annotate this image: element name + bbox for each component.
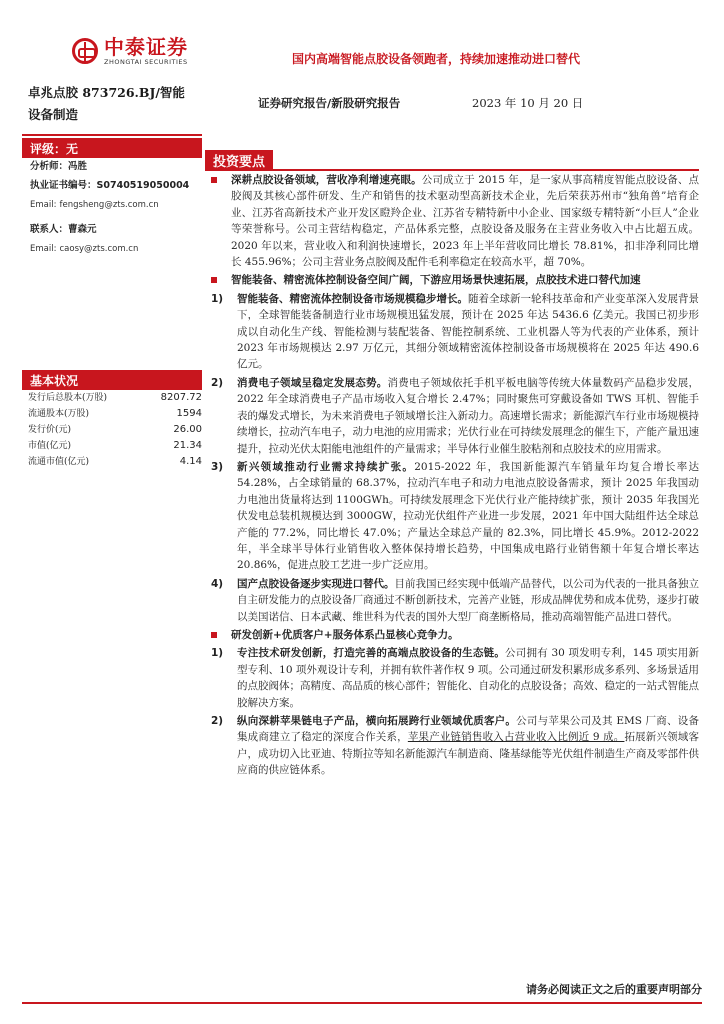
- list-item: [213, 375, 699, 457]
- analyst-label: 分析师：: [30, 161, 69, 172]
- cert-label: 执业证书编号：: [30, 180, 97, 191]
- list-item: [213, 645, 699, 711]
- item-body: 消费电子领域依托手机平板电脑等传统大体量数码产品稳步发展，2022 年全球消费电子产品市场收入复合增长 2.47%；同时聚焦可穿戴设备如 TWS 耳机、智能手表的爆发式增长，为未来消费电子领域增长注入新动力。高速增长需求；新能源汽车行业市场规模持续增长，拉动汽车电子，动力电池的应用需求；光伏行业在可持续发展理念的催生下，产能产量迅速提升，拉动光伏太阳能电池组件的产量需求；半导体行业催生胶粘剂和点胶技术的应用需求。: [237, 376, 699, 455]
- row-label: 市值(亿元): [28, 441, 72, 451]
- contact-label: 联系人：: [30, 224, 69, 235]
- item-body: 目前我国已经实现中低端产品替代，以公司为代表的一批具备独立自主研发能力的点胶设备厂商通过不断创新技术，完善产业链，形成品牌优势和成本优势，逐步打破以美国诺信、日本武藏、维世科为代表的国外大型厂商垄断格局，推动高端智能产品进口替代。: [237, 577, 699, 623]
- list-item: [213, 576, 699, 625]
- footer-divider: [22, 1002, 702, 1004]
- item-body: 公司与苹果公司及其 EMS 厂商、设备集成商建立了稳定的深度合作关系，: [237, 715, 699, 744]
- item-body: 公司拥有 30 项发明专利，145 项实用新型专利、10 项外观设计专利，并拥有软件著作权 9 项。公司通过研发积累形成多系列、多场景适用的点胶阀体；高精度、高品质的核心部件；智能化、自动化的点胶设备；高效、稳定的一站式智能点胶解决方案。: [237, 647, 700, 709]
- item-body: 2015-2022 年，我国新能源汽车销量年均复合增长率达 54.28%，占全球销量的 68.37%，拉动汽车电子和动力电池点胶设备需求，预计 2025 年我国动力电池出货量将达到 1100GWh。可持续发展理念下光伏行业产能持续扩张，预计 2035 年我国光伏发电总装机规模达到 3000GW，拉动光伏组件产业进一步发展，2021 年中国大陆组件达全球总产能的 77.2%，同比增长 47.0%；产量达全球总产量的 82.3%，同比增长 45.9%。2012-2022 年，半全球半导体行业销售收入整体保持增长趋势，中国集成电路行业销售额十年复合增长率达 20.86%，促进点胶工艺进一步广泛应用。: [237, 460, 700, 572]
- investment-highlights: [207, 166, 699, 779]
- item-number: 2): [211, 715, 224, 727]
- row-value: 8207.72: [160, 392, 202, 403]
- row-label: 发行价(元): [28, 425, 72, 435]
- bullet-paragraph: [207, 272, 699, 288]
- item-body: 拓展新兴领域客户，成功切入比亚迪、特斯拉等知名新能源汽车制造商、隆基绿能等光伏组件制造生产商及零部件供应商的供应链体系。: [237, 731, 700, 777]
- item-heading: 消费电子领域呈稳定发展态势。: [237, 376, 388, 389]
- analyst-contacts: [30, 160, 200, 261]
- basic-info-title: 基本状况: [22, 370, 202, 390]
- list-item: [213, 291, 699, 373]
- paragraph-heading: 智能装备、精密流体控制设备空间广阔，下游应用场景快速拓展，点胶技术进口替代加速: [231, 274, 641, 287]
- table-row: [28, 438, 202, 454]
- row-label: 发行后总股本(万股): [28, 393, 108, 403]
- paragraph-heading: 深耕点胶设备领域，营收净利增速亮眼。: [231, 174, 422, 186]
- item-number: 3): [211, 460, 224, 473]
- paragraph-heading: 研发创新+优质客户+服务体系凸显核心竞争力。: [231, 628, 459, 641]
- section-title: 投资要点: [205, 150, 273, 170]
- footer-disclaimer: 请务必阅读正文之后的重要声明部分: [526, 983, 702, 996]
- item-heading: 国产点胶设备逐步实现进口替代。: [237, 577, 395, 590]
- analyst-name: 冯胜: [68, 161, 88, 172]
- analyst-email[interactable]: fengsheng@zts.com.cn: [59, 200, 159, 210]
- rating-badge: 评级：无: [22, 138, 202, 158]
- item-heading: 专注技术研发创新，打造完善的高端点胶设备的生态链。: [237, 647, 506, 660]
- basic-info-table: [28, 390, 202, 470]
- email-label: Email:: [30, 244, 57, 254]
- logo-name-en: ZHONGTAI SECURITIES: [104, 58, 188, 66]
- item-number: 1): [211, 292, 224, 305]
- report-date: 2023 年 10 月 20 日: [472, 96, 584, 110]
- table-row: [28, 422, 202, 438]
- item-heading: 新兴领域推动行业需求持续扩张。: [237, 460, 415, 473]
- item-number: 4): [211, 577, 224, 590]
- row-value: 1594: [176, 408, 202, 419]
- zhongtai-logo-icon: [72, 38, 98, 64]
- table-row: [28, 454, 202, 470]
- divider: [22, 134, 202, 136]
- report-headline: 国内高端智能点胶设备领跑者，持续加速推动进口替代: [292, 52, 581, 66]
- item-body-underlined: 苹果产业链销售收入占营业收入比例近 9 成。: [407, 731, 625, 744]
- item-heading: 智能装备、精密流体控制设备市场规模稳步增长。: [237, 292, 468, 305]
- row-label: 流通股本(万股): [28, 409, 90, 419]
- contact-email[interactable]: caosy@zts.com.cn: [59, 244, 139, 254]
- report-type: 证券研究报告/新股研究报告: [258, 96, 401, 110]
- company-logo: [72, 36, 188, 66]
- table-row: [28, 390, 202, 406]
- table-row: [28, 406, 202, 422]
- stock-title: 卓兆点胶 873726.BJ/智能设备制造: [28, 85, 185, 122]
- bullet-paragraph: [207, 627, 699, 643]
- paragraph-body: 公司成立于 2015 年，是一家从事高精度智能点胶设备、点胶阀及其核心部件研发、生产和销售的技术驱动型高新技术企业，先后荣获苏州市“独角兽”培育企业、江苏省高新技术产业开发区瞪羚企业、江苏省专精特新中小企业、国家级专精特新“小巨人”企业等荣誉称号。公司主营结构稳定，产品体系完整，点胶设备及服务在主营业务收入中占比超五成。2020 年以来，营业收入和利润快速增长，2023 年上半年营收同比增长 78.81%，扣非净利同比增长 455.96%；公司主营业务点胶阀及配件毛利率稳定在较高水平，超 70%。: [231, 174, 700, 269]
- item-number: 2): [211, 376, 224, 389]
- contact-name: 曹森元: [68, 224, 97, 235]
- list-item: [213, 713, 699, 779]
- item-number: 1): [211, 647, 224, 660]
- bullet-paragraph: [207, 172, 699, 270]
- row-value: 4.14: [179, 456, 202, 467]
- row-label: 流通市值(亿元): [28, 457, 90, 467]
- logo-name-cn: 中泰证券: [104, 35, 188, 59]
- row-value: 26.00: [173, 424, 202, 435]
- item-heading: 纵向深耕苹果链电子产品，横向拓展跨行业领域优质客户。: [237, 715, 517, 727]
- row-value: 21.34: [173, 440, 202, 451]
- email-label: Email:: [30, 200, 57, 210]
- item-body: 随着全球新一轮科技革命和产业变革深入发展背景下，全球智能装备制造行业市场规模迅猛发展，预计在 2025 年达 5436.6 亿美元。我国已初步形成以自动化生产线、智能检测与装配装备、智能控制系统、工业机器人等为代表的产业体系，预计 2023 年市场规模达 2.97 万亿元，其细分领域精密流体控制设备市场规模将在 2025 年达 490.6 亿元。: [237, 292, 699, 371]
- list-item: [213, 459, 699, 574]
- cert-number: S0740519050004: [96, 180, 190, 191]
